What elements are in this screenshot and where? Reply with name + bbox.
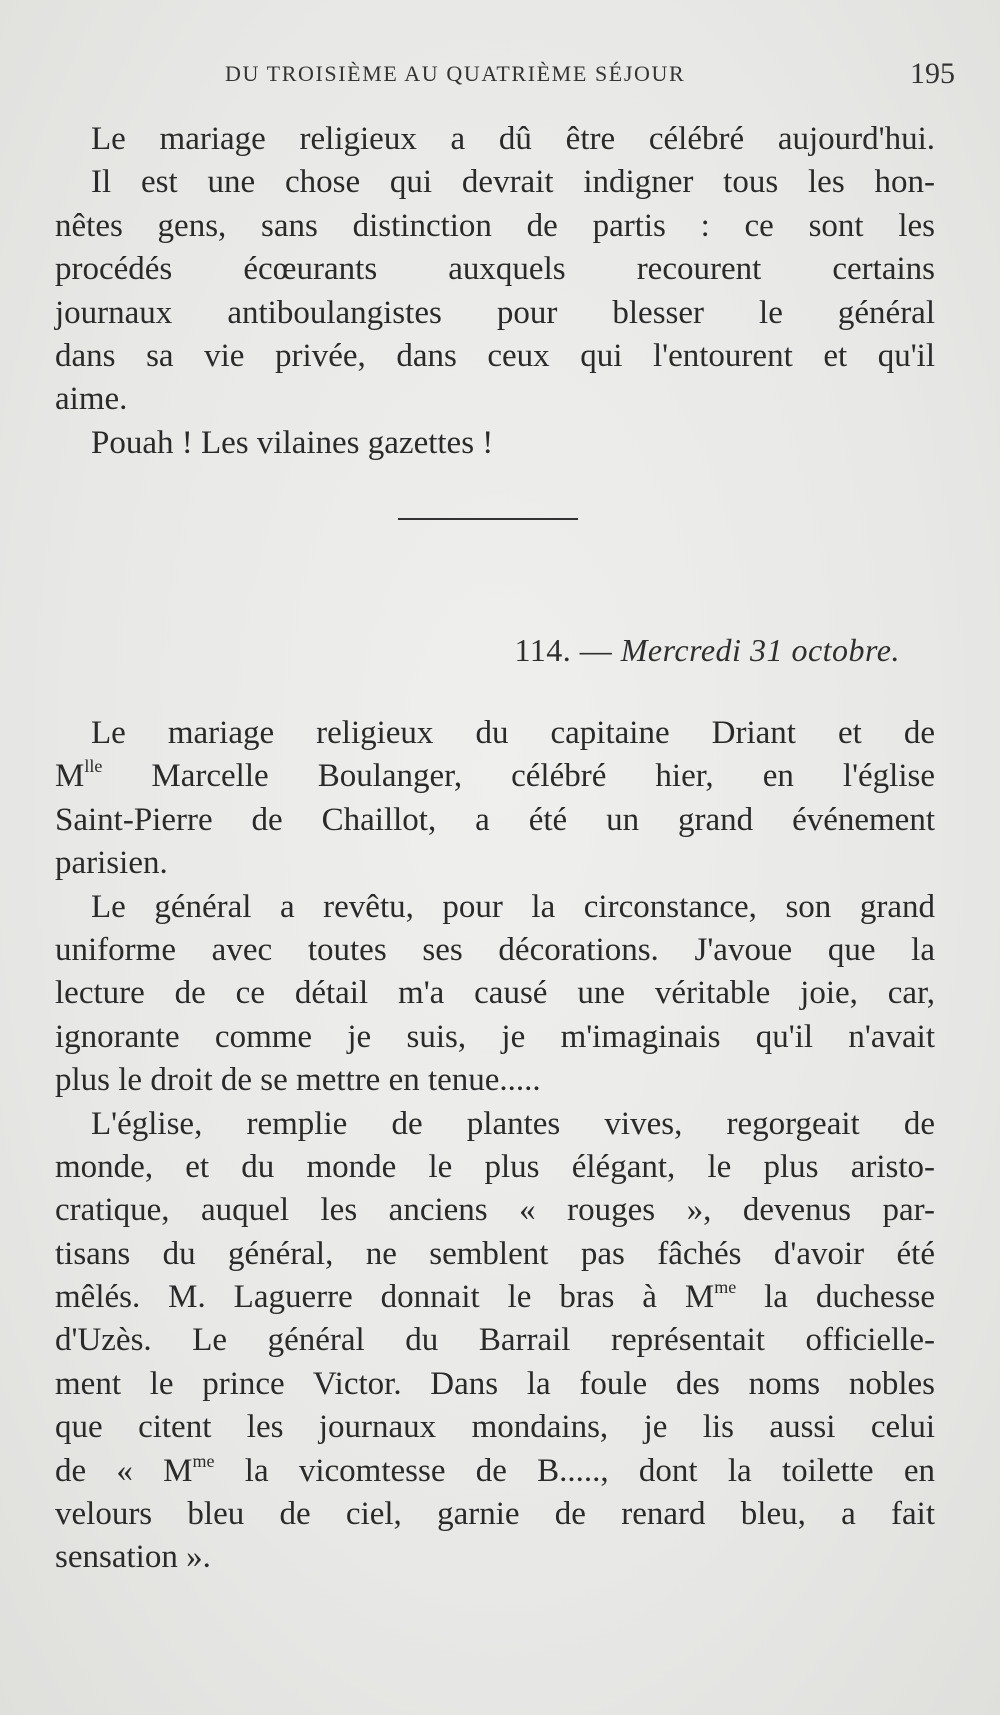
text-line: cratique, auquel les anciens « rouges », devenus par- (55, 1192, 935, 1229)
text-fragment: mêlés. M. Laguerre donnait le bras à M (55, 1279, 715, 1316)
text-line: Le général a revêtu, pour la circonstance, son grand (91, 888, 935, 925)
diary-entry-heading (55, 632, 900, 669)
text-line: Pouah ! Les vilaines gazettes ! (91, 424, 494, 461)
text-line: procédés écœurants auxquels recourent certains (55, 251, 935, 288)
text-line: ignorante comme je suis, je m'imaginais qu'il n'avait (55, 1018, 935, 1055)
text-line: d'Uzès. Le général du Barrail représentait officielle- (55, 1322, 935, 1359)
text-block-2 (55, 712, 935, 1580)
text-fragment: Marcelle Boulanger, célébré hier, en l'église (102, 758, 935, 795)
section-divider (398, 518, 578, 520)
page-number: 195 (910, 57, 955, 90)
superscript: me (714, 1277, 737, 1298)
text-line: que citent les journaux mondains, je lis aussi celui (55, 1409, 935, 1446)
text-line: monde, et du monde le plus élégant, le plus aristo- (55, 1148, 935, 1185)
superscript: lle (84, 756, 103, 777)
text-line: nêtes gens, sans distinction de partis : ce sont les (55, 207, 935, 244)
text-line: plus le droit de se mettre en tenue..... (55, 1062, 541, 1099)
text-line (55, 1276, 935, 1319)
text-line: Saint-Pierre de Chaillot, a été un grand événement (55, 801, 935, 838)
text-fragment: M (55, 758, 85, 795)
text-line: Le mariage religieux a dû être célébré aujourd'hui. (91, 121, 935, 157)
superscript: me (192, 1450, 215, 1471)
text-line: L'église, remplie de plantes vives, regorgeait de (91, 1105, 935, 1142)
text-line: aime. (55, 381, 128, 418)
text-line: tisans du général, ne semblent pas fâchés d'avoir été (55, 1235, 935, 1272)
entry-number: 114. — (514, 632, 613, 668)
text-line: parisien. (55, 845, 168, 882)
text-line (55, 755, 935, 798)
text-fragment: la vicomtesse de B....., dont la toilette en (214, 1452, 935, 1489)
text-line: Il est une chose qui devrait indigner tous les hon- (91, 164, 935, 201)
text-line: velours bleu de ciel, garnie de renard bleu, a fait (55, 1496, 935, 1533)
text-line: journaux antiboulangistes pour blesser le général (55, 294, 935, 331)
entry-date: Mercredi 31 octobre. (620, 632, 900, 668)
text-line: sensation ». (55, 1539, 211, 1576)
text-line: lecture de ce détail m'a causé une véritable joie, car, (55, 975, 935, 1012)
text-line: ment le prince Victor. Dans la foule des noms nobles (55, 1365, 935, 1402)
text-fragment: la duchesse (736, 1279, 935, 1316)
text-block-1 (55, 118, 935, 465)
text-line (55, 1450, 935, 1493)
text-line: uniforme avec toutes ses décorations. J'avoue que la (55, 931, 935, 968)
page-header (55, 55, 955, 95)
text-fragment: de « M (55, 1452, 193, 1489)
text-line: dans sa vie privée, dans ceux qui l'entourent et qu'il (55, 337, 935, 374)
text-line: Le mariage religieux du capitaine Driant et de (91, 715, 935, 751)
running-title: DU TROISIÈME AU QUATRIÈME SÉJOUR (225, 61, 686, 86)
